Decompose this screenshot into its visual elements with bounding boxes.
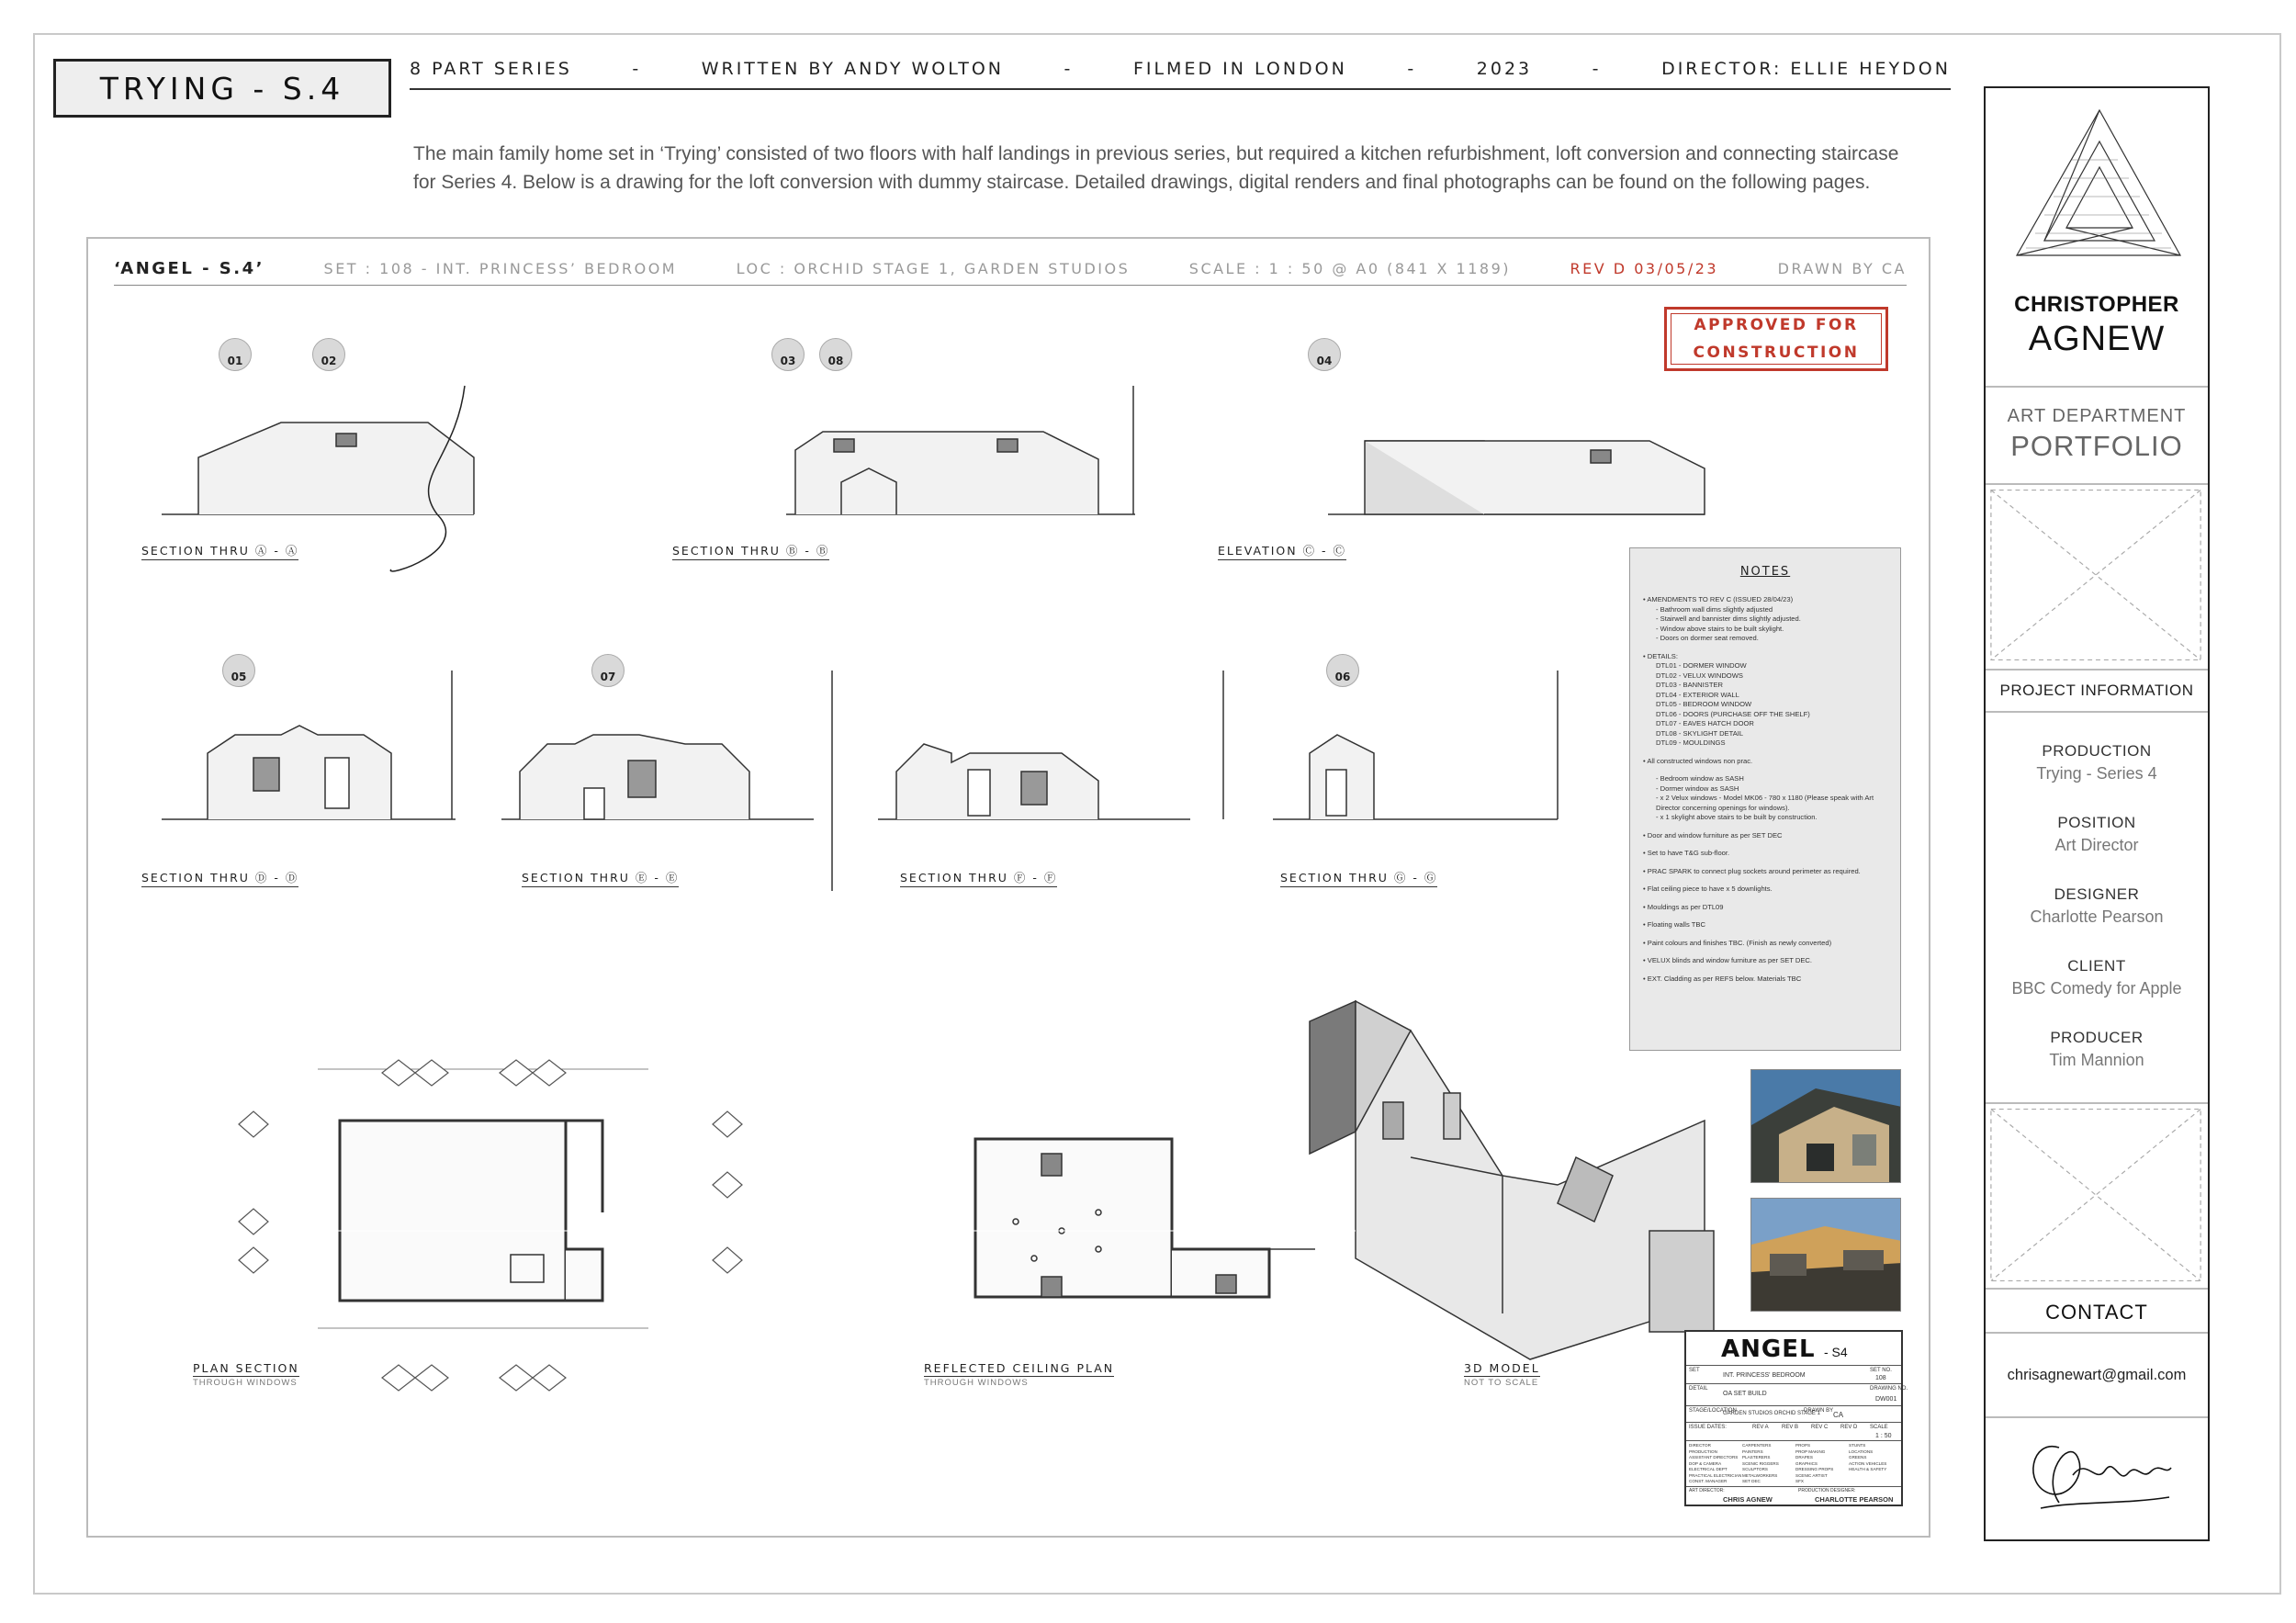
info-client: CLIENT BBC Comedy for Apple <box>2011 957 2182 997</box>
distribution-entry: DOP & CAMERA <box>1689 1460 1722 1466</box>
label-section-g: SECTION THRU Ⓖ - Ⓖ <box>1280 869 1437 887</box>
stamp-line: APPROVED FOR <box>1694 316 1859 334</box>
distribution-entry: SCULPTORS <box>1742 1467 1768 1471</box>
distribution-entry: HEALTH & SAFETY <box>1849 1467 1887 1471</box>
label-plan-sub: THROUGH WINDOWS <box>193 1378 298 1388</box>
header-rule <box>410 88 1951 90</box>
title-block: ANGEL - S4 SET INT. PRINCESS' BEDROOM SET NO. 108 DETAIL OA SET BUILD DRAWING NO. DW001 STAGE/LOCATION GARDEN STUDIOS ORCHID STAGE 1 DRAWN BY CA ISSUE DATES: REV A REV B REV C REV D SCALE 1 : 50 DIRECTOR PRODUCTION ASSISTANT DIRECTORS DOP & CAMERA ELECTRICAL DEPT PRACTICAL ELECTRICIAN CONST. MANAGER CARPENTERS PAINTERS PLASTERERS SCENIC RIGGERS SCULPTORS METALWORKERS SET DEC PROPS PROP MAKING DRAPES GRAPHICS DRESSING PROPS SCENIC ARTIST SFX STUNTS LOCATIONS GREENS ACTION VEHICLES HEALTH & SAFETY ART DIRECTOR: CHRIS AGNEW PRODUCTION DESIGNER: CHARLOTTE PEARSON <box>1684 1330 1903 1506</box>
detail-tag-05: 05 <box>222 654 255 687</box>
note-item: • PRAC SPARK to connect plug sockets around perimeter as required. <box>1643 866 1861 875</box>
credit-sep: - <box>1064 59 1074 79</box>
intro-line: The main family home set in ‘Trying’ consisted of two floors with half landings in previous series, but required a kitchen refurbishment, loft conversion and connecting staircase <box>413 143 1899 164</box>
info-position: POSITION Art Director <box>2054 814 2139 854</box>
reference-photo <box>1750 1069 1901 1183</box>
distribution-entry: SFX <box>1795 1479 1804 1483</box>
portfolio-label: PORTFOLIO <box>2010 430 2183 462</box>
distribution-entry: CARPENTERS <box>1742 1443 1772 1448</box>
distribution-entry: LOCATIONS <box>1849 1448 1874 1454</box>
sheet-set: SET : 108 - INT. PRINCESS’ BEDROOM <box>323 259 678 277</box>
sheet-drawn-by: DRAWN BY CA <box>1777 259 1907 277</box>
distribution-entry: ASSISTANT DIRECTORS <box>1689 1455 1739 1460</box>
distribution-entry: SCENIC RIGGERS <box>1742 1460 1779 1466</box>
signature-image <box>2022 1420 2175 1521</box>
image-placeholder <box>1986 1104 2208 1286</box>
label-section-b: SECTION THRU Ⓑ - Ⓑ <box>672 542 829 560</box>
contact-heading: CONTACT <box>2045 1301 2148 1324</box>
label-section-d: SECTION THRU Ⓓ - Ⓓ <box>141 869 298 887</box>
label-section-f: SECTION THRU Ⓕ - Ⓕ <box>900 869 1057 887</box>
detail-tag-03: 03 <box>771 338 805 371</box>
sheet-revision: REV D 03/05/23 <box>1570 259 1719 277</box>
penrose-triangle-logo <box>2008 101 2189 276</box>
notes-list <box>1643 595 1887 984</box>
divider <box>1986 386 2208 388</box>
distribution-entry: PAINTERS <box>1742 1448 1763 1454</box>
title-block-suffix: - S4 <box>1824 1345 1848 1359</box>
credit-director: DIRECTOR: ELLIE HEYDON <box>1661 59 1951 79</box>
distribution-entry: DRAPES <box>1795 1455 1813 1460</box>
label-elevation-c: ELEVATION Ⓒ - Ⓒ <box>1218 542 1346 560</box>
label-3d-model: 3D MODEL <box>1464 1361 1540 1375</box>
divider <box>1986 669 2208 671</box>
note-item: • Floating walls TBC <box>1643 920 1705 929</box>
divider <box>1986 1332 2208 1334</box>
title-block-name: ANGEL <box>1721 1336 1816 1363</box>
credit-series: 8 PART SERIES <box>410 59 572 79</box>
detail-tag-04: 04 <box>1308 338 1341 371</box>
detail-tag-01: 01 <box>219 338 252 371</box>
divider <box>1986 1416 2208 1418</box>
distribution-entry: STUNTS <box>1849 1443 1866 1448</box>
contact-email[interactable]: chrisagnewart@gmail.com <box>2007 1367 2187 1383</box>
distribution-entry: SCENIC ARTIST <box>1795 1472 1828 1478</box>
label-3d-sub: NOT TO SCALE <box>1464 1378 1539 1388</box>
credit-writer: WRITTEN BY ANDY WOLTON <box>701 59 1005 79</box>
distribution-entry: GRAPHICS <box>1795 1460 1818 1466</box>
detail-tag-06: 06 <box>1326 654 1359 687</box>
sheet-name: ‘ANGEL - S.4’ <box>114 258 264 278</box>
note-item: • Paint colours and finishes TBC. (Finish as newly converted) <box>1643 938 1832 947</box>
sheet-scale: SCALE : 1 : 50 @ A0 (841 X 1189) <box>1188 259 1511 277</box>
image-placeholder <box>1986 485 2208 665</box>
stamp-line: CONSTRUCTION <box>1693 344 1860 362</box>
distribution-entry: DRESSING PROPS <box>1795 1467 1834 1471</box>
detail-tag-02: 02 <box>312 338 345 371</box>
info-designer: DESIGNER Charlotte Pearson <box>2030 885 2164 926</box>
label-section-e: SECTION THRU Ⓔ - Ⓔ <box>522 869 679 887</box>
note-item: • Door and window furniture as per SET DEC <box>1643 830 1783 840</box>
drawing-sheet <box>86 237 1930 1538</box>
notes-title: NOTES <box>1739 565 1791 579</box>
note-item: • All constructed windows non prac. <box>1643 756 1753 765</box>
distribution-entry: PLASTERERS <box>1742 1455 1771 1460</box>
label-plan-section: PLAN SECTION <box>193 1361 299 1375</box>
distribution-entry: PROPS <box>1795 1443 1811 1448</box>
distribution-entry: PRODUCTION <box>1689 1448 1717 1454</box>
distribution-entry: ACTION VEHICLES <box>1849 1460 1887 1466</box>
credit-location: FILMED IN LONDON <box>1132 59 1347 79</box>
distribution-entry: DIRECTOR <box>1689 1443 1711 1448</box>
distribution-entry: PROP MAKING <box>1795 1448 1826 1454</box>
note-item: - Bedroom window as SASH - Dormer window as SASH - x 2 Velux windows - Model MK06 - 780 x 1180 (Please speak with Art Director concerning openings for windows). - x 1 skylight above stairs to be built by construction. <box>1656 774 1874 821</box>
distribution-entry: METALWORKERS <box>1742 1472 1778 1478</box>
note-item: • VELUX blinds and window furniture as per SET DEC. <box>1643 956 1813 964</box>
note-item: • Mouldings as per DTL09 <box>1643 902 1724 911</box>
credit-year: 2023 <box>1476 59 1533 79</box>
designer-first-name: CHRISTOPHER <box>2014 292 2179 317</box>
label-section-a: SECTION THRU Ⓐ - Ⓐ <box>141 542 298 560</box>
department-label: ART DEPARTMENT <box>2007 406 2187 426</box>
project-info-heading: PROJECT INFORMATION <box>1999 682 2194 699</box>
divider <box>1986 711 2208 713</box>
reference-photo <box>1750 1198 1901 1312</box>
note-item: • EXT. Cladding as per REFS below. Materials TBC <box>1643 974 1802 983</box>
notes-panel <box>1629 547 1901 1051</box>
detail-tag-07: 07 <box>591 654 625 687</box>
portfolio-sidebar <box>1984 86 2210 1541</box>
distribution-entry: PRACTICAL ELECTRICIAN <box>1689 1472 1742 1478</box>
distribution-entry: GREENS <box>1849 1455 1867 1460</box>
distribution-entry: SET DEC <box>1742 1479 1761 1483</box>
credit-sep: - <box>1592 59 1602 79</box>
note-item: • Set to have T&G sub-floor. <box>1643 849 1730 857</box>
series-credits <box>410 50 1951 88</box>
page-title: TRYING - S.4 <box>53 59 391 118</box>
note-item: • DETAILS: DTL01 - DORMER WINDOW DTL02 - VELUX WINDOWS DTL03 - BANNISTER DTL04 - EXTERIOR WALL DTL05 - BEDROOM WINDOW DTL06 - DOORS (PURCHASE OFF THE SHELF) DTL07 - EAVES HATCH DOOR DTL08 - SKYLIGHT DETAIL DTL09 - MOULDINGS <box>1643 651 1810 747</box>
sheet-location: LOC : ORCHID STAGE 1, GARDEN STUDIOS <box>736 259 1131 277</box>
distribution-entry: CONST. MANAGER <box>1689 1479 1728 1483</box>
divider <box>1986 1288 2208 1290</box>
credit-sep: - <box>632 59 642 79</box>
note-item: • AMENDMENTS TO REV C (ISSUED 28/04/23) - Bathroom wall dims slightly adjusted - Stairwell and bannister dims slightly adjusted. - Window above stairs to be built skylight. - Doors on dormer seat removed. <box>1643 595 1801 642</box>
info-producer: PRODUCER Tim Mannion <box>2049 1029 2144 1069</box>
distribution-entry: ELECTRICAL DEPT <box>1689 1467 1728 1471</box>
label-rcp-sub: THROUGH WINDOWS <box>924 1378 1029 1388</box>
intro-text <box>413 140 1919 197</box>
label-reflected-ceiling: REFLECTED CEILING PLAN <box>924 1361 1115 1375</box>
note-item: • Flat ceiling piece to have x 5 downlights. <box>1643 885 1773 893</box>
credit-sep: - <box>1407 59 1417 79</box>
detail-tag-08: 08 <box>819 338 852 371</box>
info-production: PRODUCTION Trying - Series 4 <box>2036 742 2157 783</box>
intro-line: for Series 4. Below is a drawing for the loft conversion with dummy staircase. Detailed drawings, digital renders and final photographs can be found on the following pages. <box>413 172 1871 193</box>
designer-last-name: AGNEW <box>2028 320 2166 358</box>
